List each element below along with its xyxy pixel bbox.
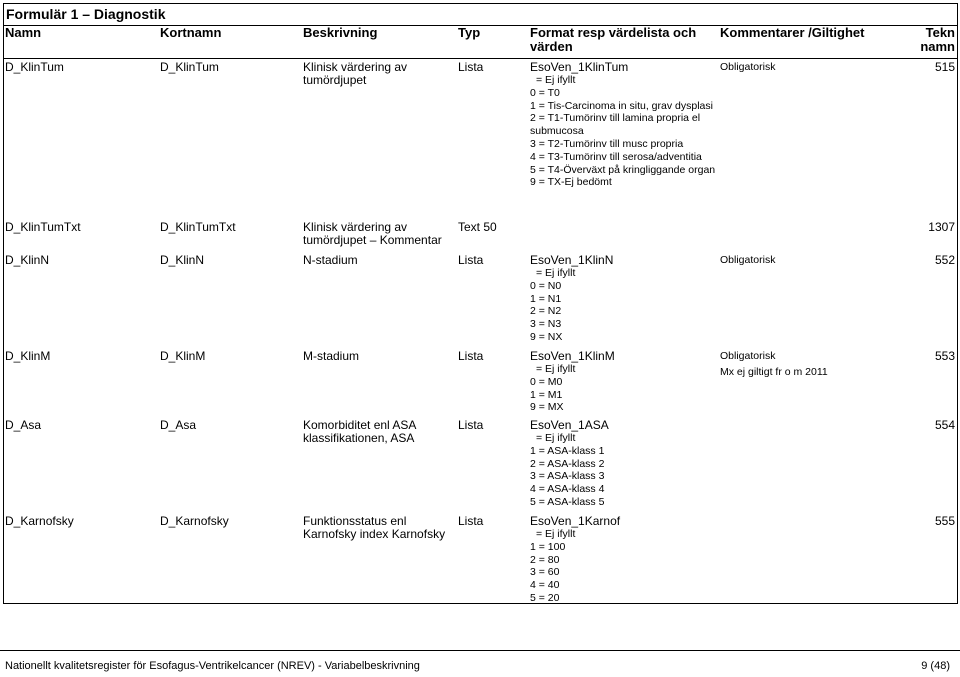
tech-name: 554 <box>934 418 955 432</box>
tech-name: 552 <box>934 253 955 267</box>
short-name: D_Asa <box>160 418 197 432</box>
variable-name: D_KlinM <box>5 349 51 363</box>
value-option: 1 = N1 <box>530 292 562 305</box>
comment-line: Obligatorisk <box>720 254 776 266</box>
value-option: 2 = 80 <box>530 553 560 566</box>
description: M-stadium <box>303 349 360 363</box>
short-name: D_KlinN <box>160 253 205 267</box>
header-description: Beskrivning <box>303 25 378 40</box>
description: Klinisk värdering av tumördjupet – Kommentar <box>303 220 442 247</box>
value-option: 0 = N0 <box>530 279 562 292</box>
value-option: 3 = N3 <box>530 318 562 331</box>
format-values <box>530 61 725 189</box>
value-option: 0 = T0 <box>530 86 560 99</box>
value-list-name: EsoVen_1ASA <box>530 418 609 432</box>
format-values <box>530 419 725 509</box>
value-list-name: EsoVen_1KlinN <box>530 253 614 267</box>
value-option: = Ej ifyllt <box>536 363 576 375</box>
value-option: 3 = 60 <box>530 566 560 579</box>
variable-name: D_Asa <box>5 418 42 432</box>
tech-name: 555 <box>934 514 955 528</box>
header-short: Kortnamn <box>160 25 222 40</box>
value-option: 5 = 20 <box>530 591 560 604</box>
tech-name: 515 <box>934 60 955 74</box>
tech-name: 1307 <box>928 220 955 234</box>
data-type: Lista <box>458 253 484 267</box>
header-name: Namn <box>5 25 42 40</box>
variable-name: D_KlinTum <box>5 60 64 74</box>
value-option: 4 = 40 <box>530 579 560 592</box>
value-option: 9 = NX <box>530 330 563 343</box>
comment-line: Mx ej giltigt fr o m 2011 <box>720 366 828 378</box>
value-option: 5 = T4-Överväxt på kringliggande organ <box>530 163 716 176</box>
comment-line: Obligatorisk <box>720 350 776 362</box>
value-option: 9 = MX <box>530 401 564 414</box>
value-option: 4 = T3-Tumörinv till serosa/adventitia <box>530 150 702 163</box>
validity-comment <box>720 350 900 379</box>
value-option: = Ej ifyllt <box>536 74 576 86</box>
value-option: 0 = M0 <box>530 375 563 388</box>
description: Klinisk värdering av tumördjupet <box>303 60 408 87</box>
form-title: Formulär 1 – Diagnostik <box>4 4 957 26</box>
value-option: = Ej ifyllt <box>536 432 576 444</box>
format-values <box>530 350 725 414</box>
data-type: Text 50 <box>458 220 497 234</box>
variable-name: D_KlinTumTxt <box>5 220 81 234</box>
value-option: 4 = ASA-klass 4 <box>530 483 605 496</box>
format-values <box>530 254 725 344</box>
short-name: D_KlinTum <box>160 60 219 74</box>
value-list-name: EsoVen_1Karnof <box>530 514 621 528</box>
value-option: 1 = ASA-klass 1 <box>530 444 605 457</box>
value-option: 5 = ASA-klass 5 <box>530 495 605 508</box>
value-option: 1 = Tis-Carcinoma in situ, grav dysplasi <box>530 99 713 112</box>
value-option: 2 = T1-Tumörinv till lamina propria el submucosa <box>530 112 701 138</box>
header-tech-name: Tekn namn <box>920 25 955 54</box>
format-values <box>530 515 725 605</box>
description: Komorbiditet enl ASA klassifikationen, ASA <box>303 418 416 445</box>
value-option: 2 = N2 <box>530 305 562 318</box>
header-type: Typ <box>458 25 481 40</box>
header-format: Format resp värdelista och värden <box>530 25 697 54</box>
variable-name: D_KlinN <box>5 253 50 267</box>
short-name: D_Karnofsky <box>160 514 229 528</box>
comment-line: Obligatorisk <box>720 61 776 73</box>
description: N-stadium <box>303 253 358 267</box>
validity-comment <box>720 61 900 74</box>
data-type: Lista <box>458 418 484 432</box>
data-type: Lista <box>458 349 484 363</box>
data-type: Lista <box>458 514 484 528</box>
value-option: 3 = T2-Tumörinv till musc propria <box>530 137 684 150</box>
value-option: = Ej ifyllt <box>536 528 576 540</box>
footer-divider <box>0 650 960 651</box>
tech-name: 553 <box>934 349 955 363</box>
value-list-name: EsoVen_1KlinTum <box>530 60 629 74</box>
header-divider <box>4 58 957 59</box>
short-name: D_KlinTumTxt <box>160 220 236 234</box>
validity-comment <box>720 254 900 267</box>
page-number: 9 (48) <box>921 660 950 672</box>
value-option: 3 = ASA-klass 3 <box>530 470 605 483</box>
description: Funktionsstatus enl Karnofsky index Karnofsky <box>303 514 446 541</box>
short-name: D_KlinM <box>160 349 206 363</box>
value-list-name: EsoVen_1KlinM <box>530 349 615 363</box>
value-option: 2 = ASA-klass 2 <box>530 457 605 470</box>
value-option: 9 = TX-Ej bedömt <box>530 176 612 189</box>
variable-table <box>3 3 958 604</box>
value-option: 1 = M1 <box>530 388 563 401</box>
variable-name: D_Karnofsky <box>5 514 74 528</box>
footer-title: Nationellt kvalitetsregister för Esofagus-Ventrikelcancer (NREV) - Variabelbeskrivning <box>5 660 420 672</box>
data-type: Lista <box>458 60 484 74</box>
value-option: = Ej ifyllt <box>536 267 576 279</box>
value-option: 1 = 100 <box>530 540 566 553</box>
header-comment: Kommentarer /Giltighet <box>720 25 865 40</box>
